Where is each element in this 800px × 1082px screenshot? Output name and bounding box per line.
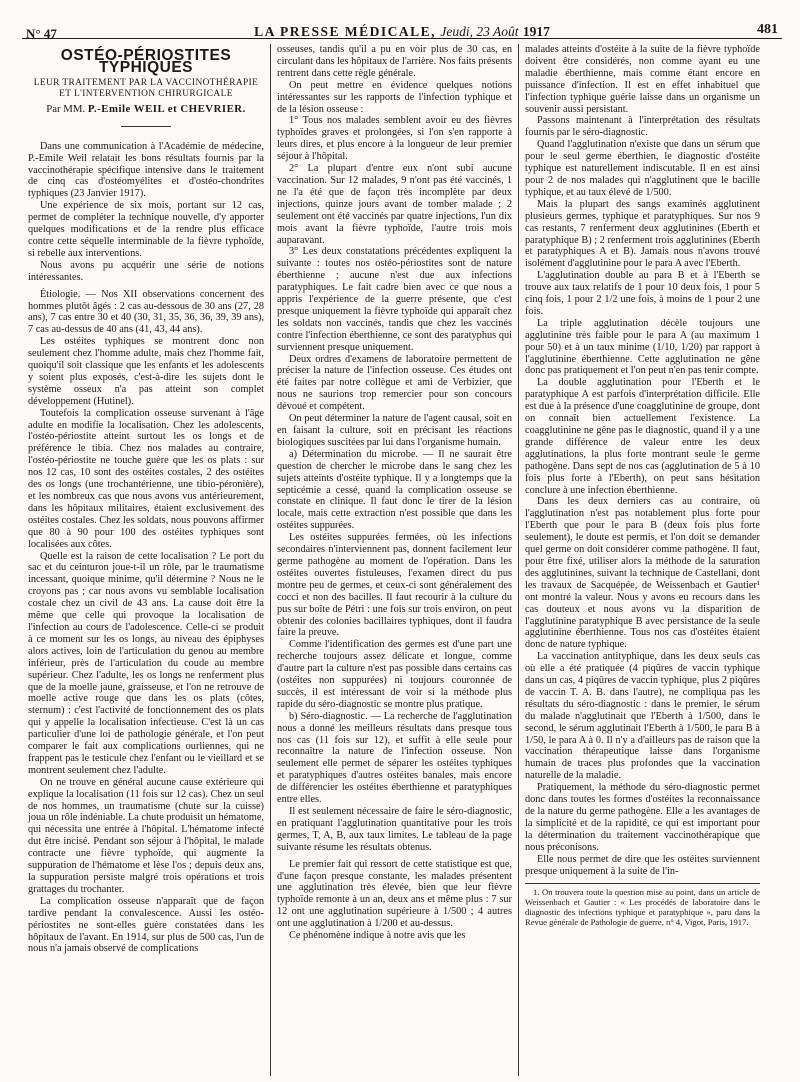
page-number: 481: [757, 22, 778, 37]
paragraph: Il est seulement nécessaire de faire le séro-diagnostic, en pratiquant l'agglutination quantitative pour les trois germes, T, A, B, aux taux limites. Le tableau de la page suivante résume les résultats obtenus.: [277, 806, 512, 853]
paragraph: On peut mettre en évidence quelques notions intéressantes sur les rapports de l'infection typhique et de la lésion osseuse :: [277, 79, 512, 115]
paragraph: b) Séro-diagnostic. — La recherche de l'agglutination nous a donné les meilleurs résultats dans presque tous nos cas (11 fois sur 12), et suffit à elle seule pour reconnaître la nature de l'infection osseuse. Non seulement elle permet de séparer les ostéites typhiques et paratyphiques d'autres ostéites banales, mais encore de différencier les ostéites éberthienne et paratyphiques entre elles.: [277, 710, 512, 806]
article-authors: [28, 104, 264, 116]
paragraph: 3° Les deux constatations précédentes expliquent la suivante : toutes nos ostéo-périostites sont de nature éberthienne ; aucune n'est due aux infections paratyphiques. Le fait cadre bien avec ce que nous a appris l'expérience de la guerre présente, que c'est presque uniquement la fièvre typhoïde qui apparaît chez les soldats non vaccinés, tandis que chez les vaccinés contre l'infection éberthienne, ce sont des paratyphus qui surviennent presque uniquement.: [277, 246, 512, 353]
paragraph: Quand l'agglutination n'existe que dans un sérum que pour le seul germe éberthien, le diagnostic d'ostéite typhique est naturellement indiscutable. Il en est ainsi pour 2 de nos malades qui n'agglutinent que le bacille typhique, et au taux élevé de 1/500.: [525, 139, 760, 198]
paragraph: Dans les deux derniers cas au contraire, où l'agglutination n'est pas notablement plus forte pour l'Eberth que pour le para B (deux fois plus forte seulement), le doute est permis, et l'on doit se demander quel germe on doit considérer comme pathogène. Il faut, pour être fixé, utiliser alors la méthode de la saturation des agglutinines, suivant la technique de Castellani, dont les travaux de Sacquépée, de Weissenbach et Gautier¹ ont montré la valeur. Nous y avons eu recours dans les cas douteux et nous avons vu la disparition de l'agglutinine paratyphique B avec persistance de la seule agglutinine éberthienne. Tous nos cas d'ostéites étaient donc de nature typhique.: [525, 496, 760, 651]
paragraph: Les ostéites typhiques se montrent donc non seulement chez l'homme adulte, mais chez l'homme fait, quoiqu'il soit classique que les enfants et les adolescents y soient plus exposés, c'est-à-dire les sujets dont le système osseux n'a pas atteint son complet développement (Hutinel).: [28, 336, 264, 407]
footnote-text: 1. On trouvera toute la question mise au point, dans un article de Weissenbach et Gautier : « Les procédés de laboratoire dans le diagnostic des infections typhique et paratyphique », paru dans la Revue générale de Pathologie de guerre, n° 4, Vigot, Paris, 1917.: [525, 887, 760, 928]
paragraph: Quelle est la raison de cette localisation ? Le port du sac et du ceinturon joue-t-il un rôle, par le traumatisme incessant, quoique minime, qu'il détermine ? Nous ne le croyons pas ; car nous avons vu semblable localisation costale chez un civil de 43 ans. La cause doit être la même que celle qui provoque la localisation de l'infection au cours de l'adolescence. Celle-ci se produit à ce moment sur les os longs, au niveau des épiphyses alors actives, loin de l'articulation du genou au membre inférieur, près de l'articulation du coude au membre supérieur. Chez l'adulte, les os longs ne renferment plus que de la moelle jaune, graisseuse, et l'on ne retrouve de moelle active rouge que dans les os plats (côtes, sternum) : c'est l'activité de fonctionnement des os plats qui y appelle la localisation infectieuse. C'est là un cas particulier d'une loi de pathologie générale, et l'on peut comparer le fait aux complications ourliennes, qui ne frappent pas le testicule chez l'enfant ou le vieillard et se montrent seulement chez l'adulte.: [28, 550, 264, 776]
article-columns: [22, 44, 782, 1076]
footnote: [525, 883, 760, 927]
paragraph: Passons maintenant à l'interprétation des résultats fournis par le séro-diagnostic.: [525, 115, 760, 139]
paragraph: Ce phénomène indique à notre avis que les: [289, 930, 466, 942]
authors-prefix: Par MM.: [46, 102, 86, 115]
paragraph: On ne trouve en général aucune cause extérieure qui explique la localisation (11 fois sur 12 cas). Chez un seul de nos hommes, un traumatisme (chute sur la cuisse) joua un rôle indéniable. La chute produisit un hématome, qui nécessita une entrée à l'hôpital. L'hématome infecté dut être incisé. Pendant son séjour à l'hôpital, le malade contracte une fièvre typhoïde, qui augmente la suppuration de l'hématome et lèse l'os ; depuis deux ans, la suppuration persiste malgré trois opérations et trois grattages du trochanter.: [28, 776, 264, 895]
article-subtitle-2: ET L'INTERVENTION CHIRURGICALE: [59, 88, 233, 99]
paragraph: malades atteints d'ostéite à la suite de la fièvre typhoïde doivent être considérés, non comme ayant eu une maladie éberthienne, mais comme étant encore en puissance d'infection. Il est en effet inhabituel que l'infection typhique guérie laisse dans un organisme un souvenir aussi persistant.: [525, 44, 760, 115]
paragraph-etiology: Étiologie. — Nos XII observations concernent des hommes plutôt âgés : 2 cas au-dessous de 30 ans (27, 28 ans), 7 cas entre 30 et 40 (30, 31, 35, 36, 36, 39, 39 ans), 7 cas au-dessus de 40 ans (41, 43, 44 ans).: [28, 288, 264, 336]
paragraph: Mais la plupart des sangs examinés agglutinent plusieurs germes, typhique et paratyphiques. Sur nos 9 cas restants, 7 renferment deux agglutinines (Eberth et paratyphique B) ; 2 renferment trois agglutinines (Eberth et paratyphiques A et B). Jamais nous n'avons trouvé isolément d'agglutinine pour le para A avec l'Eberth.: [525, 198, 760, 270]
journal-masthead: [22, 24, 782, 40]
issue-year: 1917: [522, 24, 550, 39]
paragraph: osseuses, tandis qu'il a pu en voir plus de 30 cas, en circulant dans les hôpitaux de l'arrière. Nos faits présents rentrent dans cette règle générale.: [277, 44, 512, 79]
paragraph: 1° Tous nos malades semblent avoir eu des fièvres typhoïdes graves et prolongées, si l'on s'en rapporte à leurs dires, et plus encore à la longueur de leur premier séjour à l'hôpital.: [277, 115, 512, 163]
page-header: [22, 8, 782, 39]
column-1: [22, 44, 270, 1076]
title-rule: [121, 126, 171, 127]
column-3: [518, 44, 766, 1076]
issue-date: Jeudi, 23 Août: [440, 24, 519, 39]
paragraph: Toutefois la complication osseuse survenant à l'âge adulte en modifie la localisation. Chez les adolescents, l'ostéo-périostite atteint surtout les os longs et de préférence le tibia. Chez nos malades au contraire, l'ostéo-périostite ne touche guère que les os plats : sur nos 12 cas, 10 sont des ostéites costales, 2 des ostéites des os longs (une trochantérienne, une tibio-péronière), et les nombreux cas que nous avons vus antérieurement, dans les hôpitaux militaires, étaient exclusivement des ostéites costales. Chez les soldats, nous pouvons affirmer que 80 à 90 pour 100 des ostéites typhiques sont localisées aux côtes.: [28, 407, 264, 550]
article-title: OSTÉO-PÉRIOSTITES TYPHIQUES: [60, 47, 232, 76]
paragraph: Nous avons pu acquérir une série de notions intéressantes.: [28, 259, 264, 283]
paragraph: 2° La plupart d'entre eux n'ont subi aucune vaccination. Sur 12 malades, 9 n'ont pas été vaccinés, 1 ne l'a été que de façon très incomplète par deux injections, quinze jours avant de tomber malade ; 2 seulement ont été vaccinés par quatre injections, l'un dix mois avant la fièvre typhoïde, l'autre trois mois auparavant.: [277, 163, 512, 246]
paragraph: La vaccination antityphique, dans les deux seuls cas où elle a été pratiquée (4 piqûres de vaccin typhique dans un cas, 4 piqûres de vaccin typhique, plus 2 piqûres de vaccin T. A. B. dans l'autre), ne compliqua pas les résultats du séro-diagnostic : dans le premier, le sérum du malade n'agglutinait que l'Eberth à 1/500, dans le second, le sérum agglutinait l'Eberth à 1/500, le para B à 1/50, le para A à 0. Il n'y a d'ailleurs pas de raison que la vaccination thérapeutique laisse dans l'organisme humain de traces plus profondes que la vaccination naturelle de la maladie.: [525, 651, 760, 782]
paragraph: Comme l'identification des germes est d'une part une recherche toujours assez délicate et longue, comme d'autre part la culture n'est pas possible dans certains cas (ostéites non suppurées) ni toujours couronnée de succès, il est intéressant de voir si la méthode plus rapide du séro-diagnostic se montre plus pratique.: [277, 639, 512, 710]
paragraph: Elle nous permet de dire que les ostéites surviennent presque uniquement à la suite de l'in-: [525, 853, 760, 877]
paragraph: Pratiquement, la méthode du séro-diagnostic permet donc dans toutes les formes d'ostéites la reconnaissance de la nature du germe pathogène. Elle a les avantages de la simplicité et de la rapidité, ce qui est important pour la détermination du traitement vaccinothérapique que nous préconisons.: [525, 782, 760, 853]
authors-names: P.-Emile WEIL et CHEVRIER.: [87, 102, 246, 115]
paragraph: Les ostéites suppurées fermées, où les infections secondaires n'interviennent pas, donnent facilement leur germe pathogène au moment de l'opération. Dans les ostéites ouvertes fistuleuses, l'examen direct du pus montre peu de germes, et ceux-ci sont généralement des cocci et non des bacilles. Il faut recourir à la culture du pus sur boîte de Pétri : une fois sur trois environ, on peut obtenir des colonies bacillaires typhiques, dont il faudra faire la preuve.: [277, 532, 512, 639]
paragraph: La complication osseuse n'apparaît que de façon tardive pendant la convalescence. Aussi les ostéo-périostites ne sont-elles guère constatées dans les hôpitaux de l'avant. En 1914, sur plus de 500 cas, l'un de nous n'a jamais observé de complications: [28, 895, 264, 955]
paragraph: L'agglutination double au para B et à l'Eberth se trouve aux taux relatifs de 1 pour 10 deux fois, 1 pour 5 cinq fois, 1 pour 2 1/2 une fois, à moins de 1 pour 2 une fois.: [525, 270, 760, 317]
paragraph: Le premier fait qui ressort de cette statistique est que, d'une façon presque constante, les malades présentent une agglutination très élevée, bien que leur fièvre typhoïde remonte à un an, deux ans et même plus : 7 sur 12 ont une agglutination supérieure à 1/500 ; 4 autres ont une agglutination à 1/200 et au-dessus.: [277, 858, 512, 930]
paragraph: Deux ordres d'examens de laboratoire permettent de préciser la nature de l'infection osseuse. Ces études ont été faites par notre collègue et ami de Verbizier, que nous ne saurions trop remercier pour son concours dévoué et compétent.: [277, 353, 512, 413]
paragraph: Dans une communication à l'Académie de médecine, P.-Emile Weil relatait les bons résultats fournis par la vaccinothérapie spécifique intensive dans le traitement de cinq cas d'ostéomyélites et d'ostéo-chondrites typhiques (23 Janvier 1917).: [28, 140, 264, 200]
journal-title: LA PRESSE MÉDICALE,: [254, 24, 437, 39]
paragraph: On peut déterminer la nature de l'agent causal, soit en en faisant la culture, soit en précisant les réactions biologiques suscitées par lui dans l'organisme humain.: [277, 413, 512, 448]
paragraph: Une expérience de six mois, portant sur 12 cas, permet de compléter la technique nouvelle, d'y apporter quelques modifications et de la rendre plus efficace contre cette séquelle interminable de la fièvre typhoïde, si rebelle aux interventions.: [28, 200, 264, 259]
issue-number: N° 47: [26, 26, 57, 41]
paragraph: La double agglutination pour l'Eberth et le paratyphique A est parfois d'interprétation difficile. Elle est due à la présence d'une coagglutinine de groupe, dont on connaît bien actuellement l'existence. La coagglutinine ne gêne pas le diagnostic, quand il y a une grande différence de valeur entre les deux agglutinations, la plus forte montrant seule le germe pathogène. Dans sept de nos cas (agglutination de 5 à 10 fois plus forte à l'Eberth), on peut sans hésitation conclure à une infection éberthienne.: [525, 377, 760, 496]
article-subtitle-1: LEUR TRAITEMENT PAR LA VACCINOTHÉRAPIE: [33, 77, 259, 88]
paragraph: a) Détermination du microbe. — Il ne saurait être question de chercher le microbe dans le sang chez les sujets atteints d'ostéite typhique. Il y a longtemps que la septicémie a cessé, quand la complication osseuse se constate en clinique. Il faut donc le tirer de la lésion locale, mais cette extraction n'est possible que dans les ostéites suppurées.: [277, 448, 512, 532]
paragraph: La triple agglutination décèle toujours une agglutinine très faible pour le para A (au maximum 1 pour 50) et à un taux minime (1/10, 1/20) par rapport à l'agglutinine éberthienne. Cette agglutination ne gêne donc pas pratiquement et l'on peut n'en pas tenir compte.: [525, 317, 760, 377]
column-2: [270, 44, 518, 1076]
